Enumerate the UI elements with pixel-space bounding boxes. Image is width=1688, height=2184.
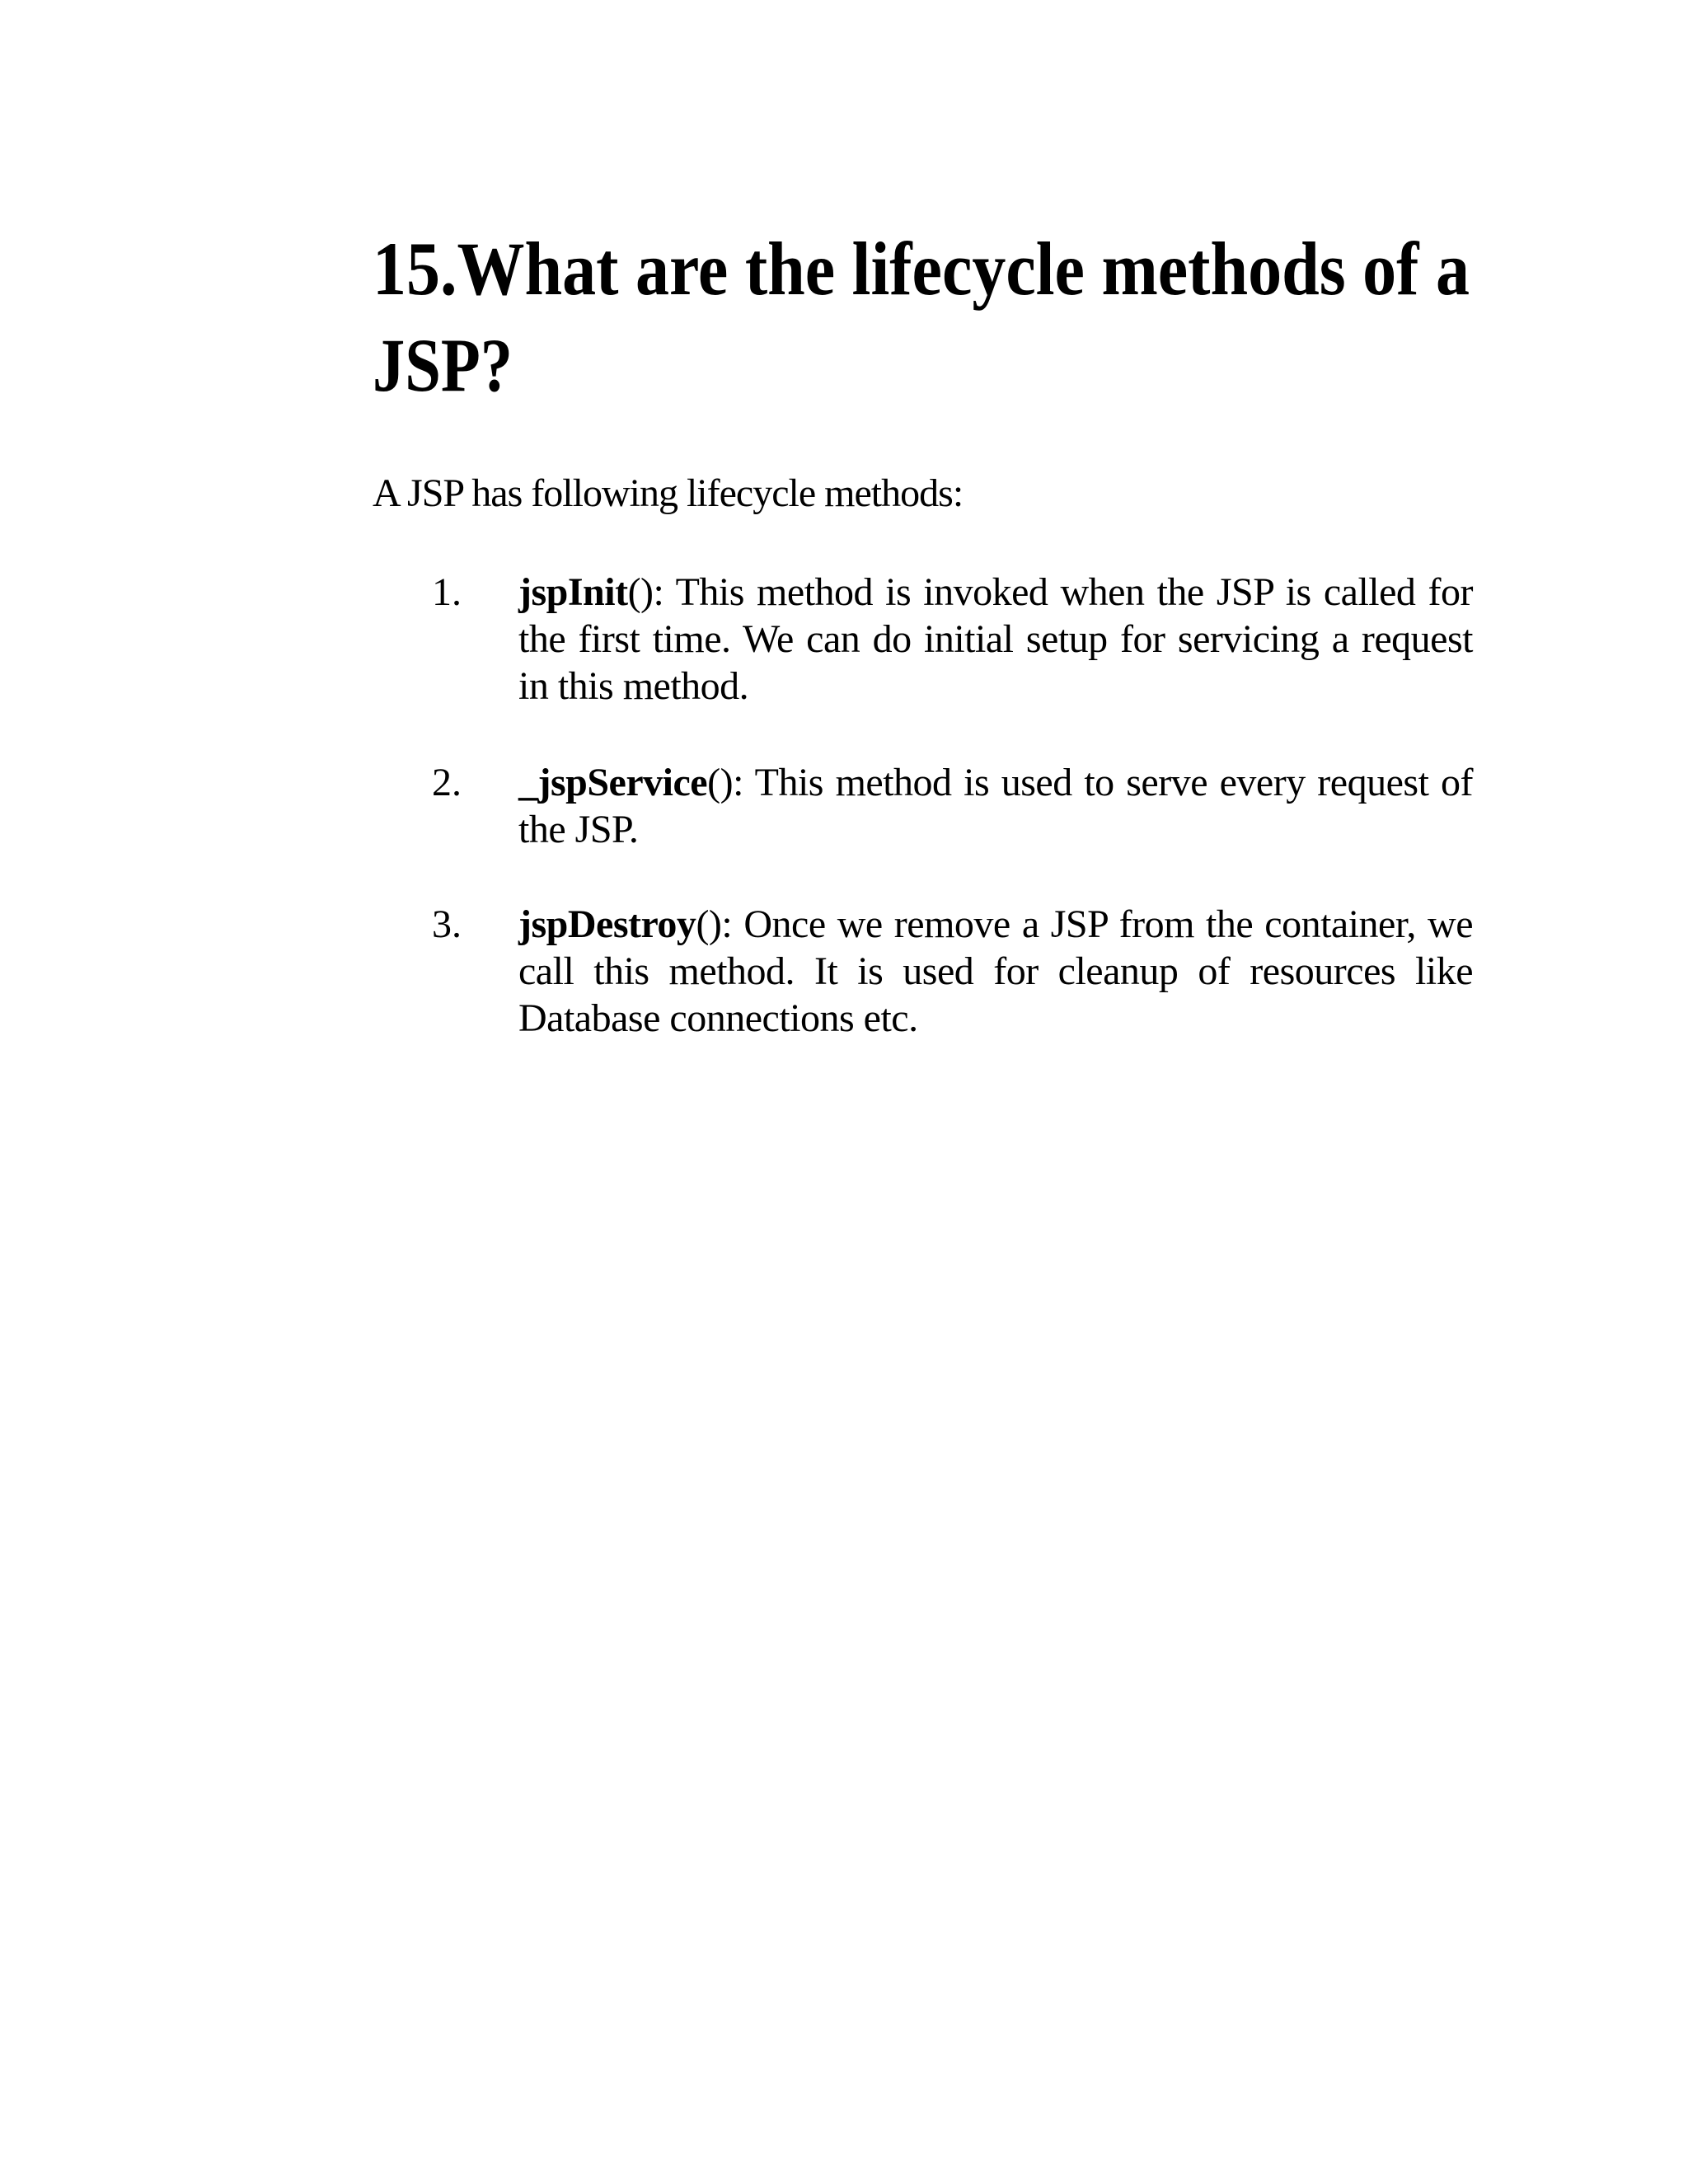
heading-line-1: 15.What are the lifecycle methods of a — [373, 227, 1470, 311]
method-parens: (): — [707, 761, 743, 804]
item-description: Once we remove a JSP from the container, we call this method. It is used for cleanup of resources like Database connections etc. — [518, 902, 1473, 1040]
question-heading — [373, 221, 1603, 414]
method-name: jspDestroy — [518, 902, 696, 946]
list-item — [432, 759, 1473, 853]
method-name: _jspService — [518, 761, 708, 804]
method-parens: (): — [627, 570, 664, 614]
list-item — [432, 901, 1473, 1042]
item-number: 2. — [432, 761, 462, 804]
item-number: 1. — [432, 570, 462, 614]
item-description: This method is invoked when the JSP is called for the first time. We can do initial setup for servicing a request in this method. — [518, 570, 1473, 708]
heading-line-2: JSP? — [373, 323, 513, 407]
intro-paragraph: A JSP has following lifecycle methods: — [373, 471, 964, 515]
method-name: jspInit — [518, 570, 628, 614]
item-description: This method is used to serve every request of the JSP. — [518, 761, 1473, 851]
list-item — [432, 569, 1473, 710]
item-number: 3. — [432, 902, 462, 946]
method-parens: (): — [696, 902, 733, 946]
